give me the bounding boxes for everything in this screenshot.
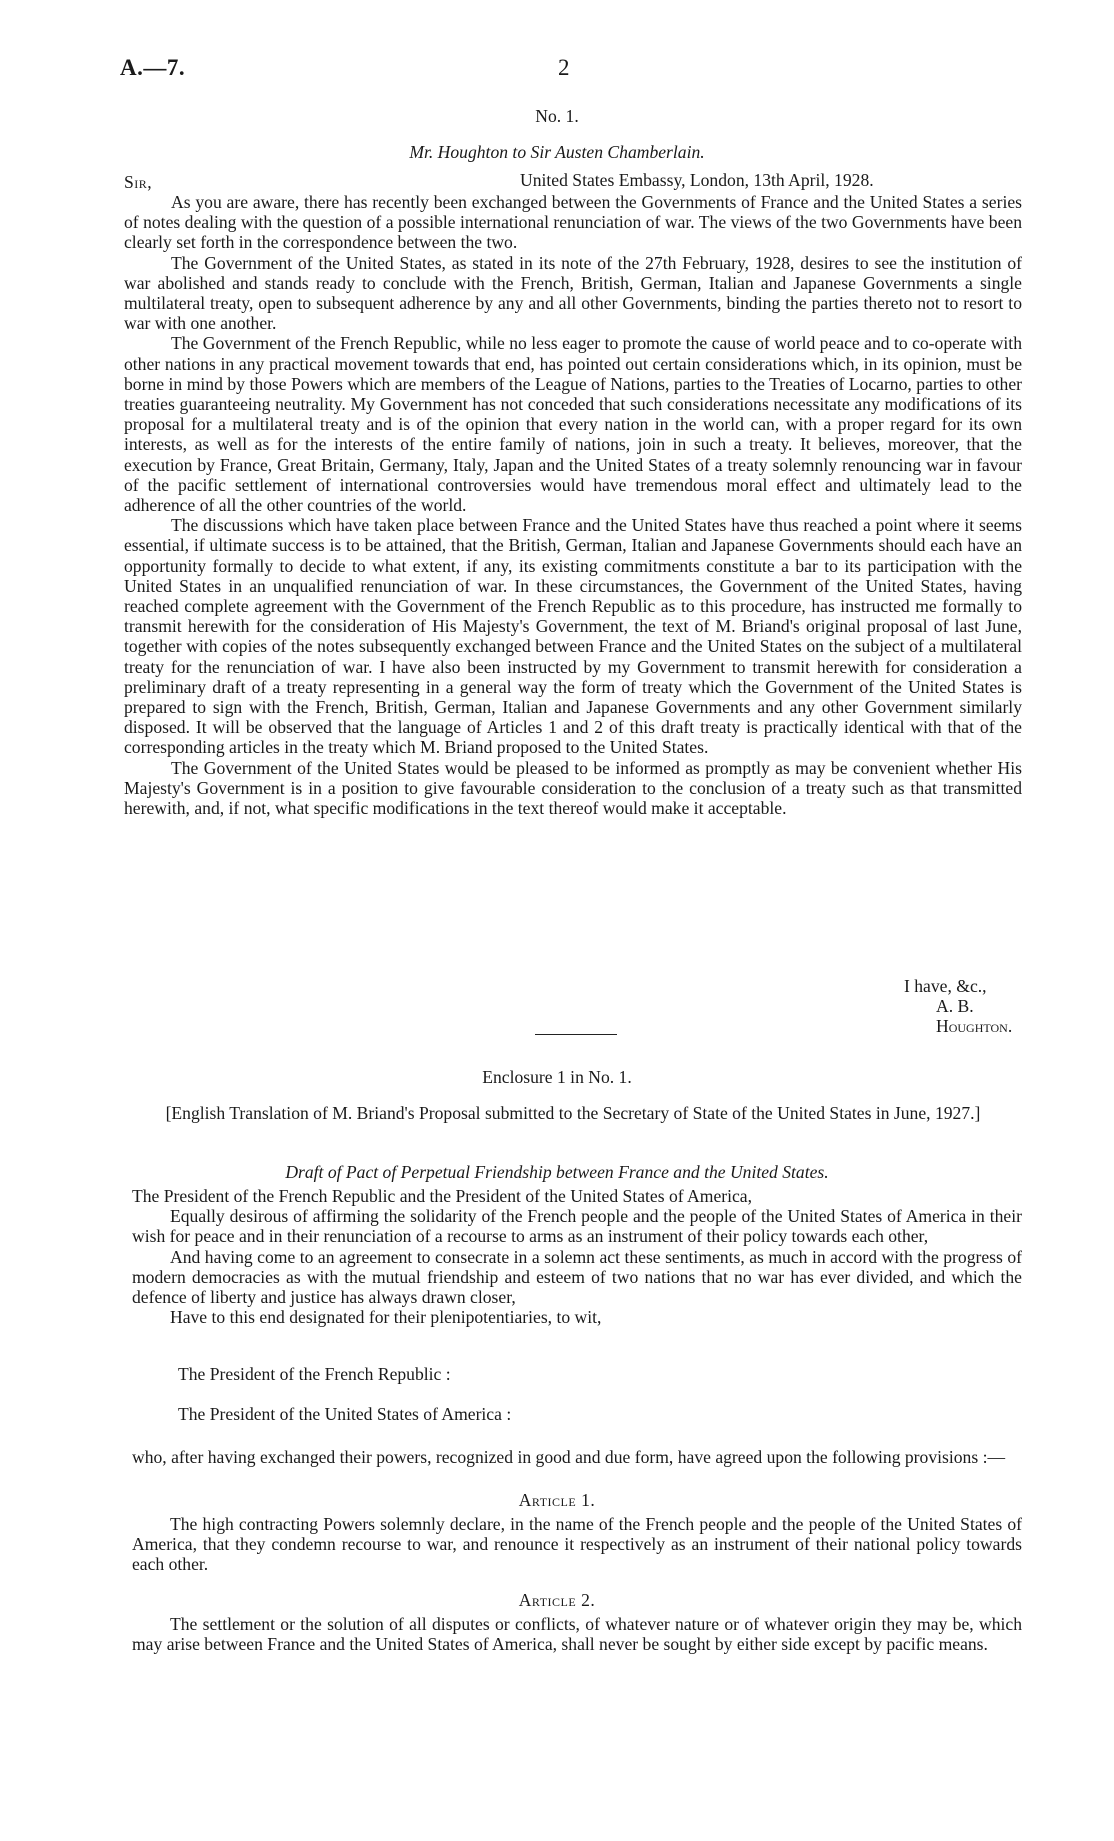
salutation: Sir, (124, 172, 153, 192)
letter-paragraph: The discussions which have taken place between France and the United States have thus reached a point where it seems essential, if ultimate success is to be attained, that the British, German, Italian and Japanese Governments should each have an opportunity formally to decide to what extent, if any, its existing commitments constitute a bar to its participation with the United States in an unqualified renunciation of war. In these circumstances, the Government of the United States, having reached complete agreement with the Government of the French Republic as to this procedure, has instructed me formally to transmit herewith for the consideration of His Majesty's Government, the text of M. Briand's original proposal of last June, together with copies of the notes subsequently exchanged between France and the United States on the subject of a multilateral treaty for the renunciation of war. I have also been instructed by my Government to transmit herewith for consideration a preliminary draft of a treaty representing in a general way the form of treaty which the Government of the United States is prepared to sign with the French, British, German, Italian and Japanese Governments and any other Government similarly disposed. It will be observed that the language of Articles 1 and 2 of this draft treaty is practically identical with that of the corresponding articles in the treaty which M. Briand proposed to the United States. (124, 515, 1022, 758)
letter-body (124, 192, 1022, 818)
document-code: A.—7. (120, 55, 186, 80)
draft-title: Draft of Pact of Perpetual Friendship between France and the United States. (285, 1162, 829, 1182)
article-2-text (132, 1614, 1022, 1654)
article-1-heading: Article 1. (518, 1490, 596, 1510)
preamble-paragraph: Have to this end designated for their plenipotentiaries, to wit, (170, 1307, 602, 1328)
letter-paragraph: The Government of the French Republic, while no less eager to promote the cause of world peace and to co-operate with other nations in any practical movement towards that end, has pointed out certain considerations which, in its opinion, must be borne in mind by those Powers which are members of the League of Nations, parties to the Treaties of Locarno, parties to other treaties guaranteeing neutrality. My Government has not conceded that such considerations necessitate any modifications of its proposal for a multilateral treaty and is of the opinion that every nation in the world can, with a proper regard for its own interests, as well as for the interests of the entire family of nations, join in such a treaty. It believes, moreover, that the execution by France, Great Britain, Germany, Italy, Japan and the United States of a treaty solemnly renouncing war in favour of the pacific settlement of international controversies would have tremendous moral effect and ultimately lead to the adherence of all the other countries of the world. (124, 333, 1022, 516)
article-paragraph: The settlement or the solution of all disputes or conflicts, of whatever nature or of whatever origin they may be, which may arise between France and the United States of America, shall never be sought by either side except by pacific means. (132, 1614, 1022, 1655)
preamble-paragraph: And having come to an agreement to consecrate in a solemn act these sentiments, as much in accord with the progress of modern democracies as with the mutual friendship and esteem of two nations that no war has ever divided, and which the defence of liberty and justice has always drawn closer, (132, 1246, 1022, 1308)
letter-paragraph: The Government of the United States would be pleased to be informed as promptly as may be convenient whether His Majesty's Government is in a position to give favourable consideration to the conclusion of a treaty such as that transmitted herewith, and, if not, what specific modifications in the text thereof would make it acceptable. (124, 757, 1022, 819)
letter-number: No. 1. (535, 106, 579, 126)
article-1-text (132, 1514, 1022, 1575)
enclosure-note: [English Translation of M. Briand's Proposal submitted to the Secretary of State of the United States in June, 1927.] (165, 1103, 981, 1123)
letter-paragraph: The Government of the United States, as stated in its note of the 27th February, 1928, desires to see the institution of war abolished and stands ready to conclude with the French, British, German, Italian and Japanese Governments a single multilateral treaty, open to subsequent adherence by any and all other Governments, binding the parties thereto not to resort to war with one another. (124, 252, 1022, 334)
preamble (132, 1186, 1022, 1327)
preamble-paragraph: Equally desirous of affirming the solidarity of the French people and the people of the United States of America in their wish for peace and in their renunciation of a recourse to arms as an instrument of their policy towards each other, (132, 1206, 1022, 1247)
letter-heading: Mr. Houghton to Sir Austen Chamberlain. (409, 142, 705, 162)
provisions-text: who, after having exchanged their powers, recognized in good and due form, have agreed upon the following provisions :— (132, 1447, 1006, 1467)
party-us: The President of the United States of America : (178, 1404, 512, 1424)
letter-paragraph: As you are aware, there has recently been exchanged between the Governments of France and the United States a series of notes dealing with the question of a possible international renunciation of war. The views of the two Governments have been clearly set forth in the correspondence between the two. (124, 192, 1022, 253)
preamble-paragraph: The President of the French Republic and the President of the United States of America, (132, 1186, 753, 1206)
enclosure-title: Enclosure 1 in No. 1. (482, 1067, 632, 1087)
page-number: 2 (558, 55, 570, 80)
closing: I have, &c., (904, 976, 987, 996)
article-paragraph: The high contracting Powers solemnly declare, in the name of the French people and the people of the United States of America, that they condemn recourse to war, and renounce it respectively as an instrument of their national policy towards each other. (132, 1514, 1022, 1575)
article-2-heading: Article 2. (518, 1590, 596, 1610)
party-french: The President of the French Republic : (178, 1364, 451, 1384)
section-divider (535, 1034, 617, 1035)
signature: A. B. Houghton. (936, 996, 1013, 1037)
dateline: United States Embassy, London, 13th April, 1928. (520, 170, 874, 190)
